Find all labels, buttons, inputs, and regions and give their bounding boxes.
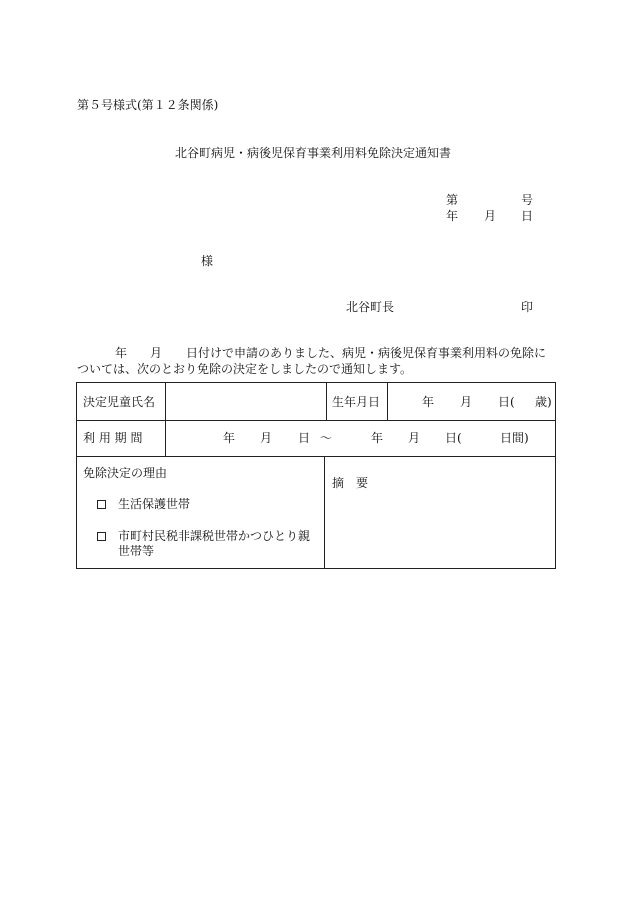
dob-year: 年	[422, 395, 435, 409]
table-column-divider	[324, 456, 325, 569]
notice-body-line-2: ついては、次のとおり免除の決定をしましたので通知します。	[77, 362, 413, 376]
usage-period-label: 利 用 期 間	[83, 431, 143, 445]
period-days: 日間)	[500, 431, 529, 445]
issue-date-month: 月	[484, 209, 497, 223]
reference-number-suffix: 号	[521, 193, 534, 207]
checkbox[interactable]	[97, 532, 106, 541]
period-start-month: 月	[260, 431, 273, 445]
date-of-birth-label: 生年月日	[332, 395, 381, 409]
dob-day: 日(	[498, 395, 515, 409]
table-row-divider	[77, 420, 555, 421]
child-name-field[interactable]	[168, 383, 324, 419]
remarks-field[interactable]	[327, 491, 555, 567]
period-end-year: 年	[371, 431, 384, 445]
form-number: 第５号様式(第１２条関係)	[77, 98, 219, 112]
exemption-reason-heading: 免除決定の理由	[83, 466, 168, 480]
reference-number-label: 第	[446, 193, 459, 207]
period-tilde: ～	[320, 431, 333, 445]
period-end-month: 月	[408, 431, 421, 445]
decision-table	[76, 382, 556, 569]
reason-option-label: 生活保護世帯	[118, 497, 191, 511]
seal-mark: 印	[521, 300, 534, 314]
period-start-day: 日	[298, 431, 311, 445]
reason-option-tax-exempt-single-parent[interactable]	[97, 529, 311, 558]
application-year: 年	[115, 346, 128, 360]
issuer-name: 北谷町長	[346, 300, 395, 314]
notice-body-line-1-text: 日付けで申請のありました、病児・病後児保育事業利用料の免除に	[186, 346, 547, 360]
notice-body	[77, 345, 557, 377]
table-column-divider	[387, 383, 388, 420]
table-row-divider	[77, 456, 555, 457]
reason-option-public-assistance[interactable]	[97, 497, 191, 512]
reason-option-label-continued: 世帯等	[118, 544, 155, 558]
dob-age: 歳)	[535, 395, 552, 409]
issue-date-day: 日	[521, 209, 534, 223]
notice-body-line-1	[77, 345, 557, 361]
application-month: 月	[150, 346, 163, 360]
issue-date-year: 年	[446, 209, 459, 223]
child-name-label: 決定児童氏名	[83, 395, 156, 409]
dob-month: 月	[460, 395, 473, 409]
table-column-divider	[326, 383, 327, 420]
remarks-label: 摘 要	[332, 476, 369, 490]
checkbox[interactable]	[97, 500, 106, 509]
table-column-divider	[165, 383, 166, 456]
period-start-year: 年	[223, 431, 236, 445]
period-end-day: 日(	[445, 431, 462, 445]
document-title: 北谷町病児・病後児保育事業利用料免除決定通知書	[175, 146, 452, 160]
reason-option-label: 市町村民税非課税世帯かつひとり親	[118, 529, 311, 543]
addressee-honorific: 様	[201, 254, 214, 268]
